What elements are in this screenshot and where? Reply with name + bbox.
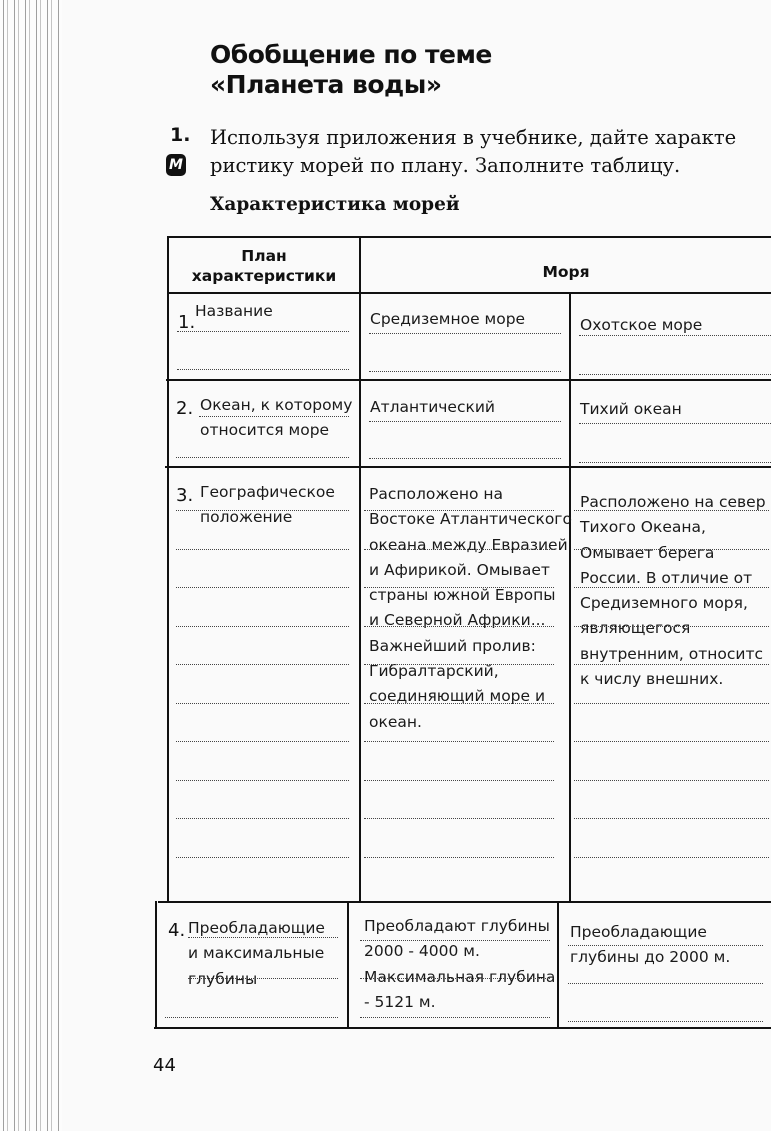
map-badge-icon: М (166, 154, 186, 176)
table-border-left-lower (155, 901, 157, 1029)
answer-line (364, 664, 554, 665)
row-4-sea-2-answer: Преобладающие глубины до 2000 м. (570, 923, 731, 967)
answer-line (574, 664, 769, 665)
answer-line (568, 983, 763, 984)
table-title: Характеристика морей (210, 194, 460, 215)
row-1-sea-1-answer: Средиземное море (370, 310, 526, 328)
answer-line (574, 818, 769, 819)
answer-line (360, 940, 550, 941)
header-seas-cell: Моря (542, 263, 590, 281)
row-2-number: 2. (176, 398, 194, 419)
row-4-label: Преобладающие и максимальные глубины (188, 919, 325, 988)
row-2-sea-1-answer: Атлантический (370, 398, 495, 416)
answer-line (364, 510, 554, 511)
answer-line (177, 369, 349, 370)
answer-line (188, 937, 338, 938)
answer-line (574, 741, 769, 742)
answer-line (369, 371, 561, 372)
row-1-sea-2-answer: Охотское море (580, 316, 703, 334)
header-plan-cell (169, 246, 359, 286)
answer-line (568, 945, 763, 946)
answer-line (364, 741, 554, 742)
answer-line (574, 587, 769, 588)
row-4-sea-1-answer: Преобладают глубины 2000 - 4000 м. Максимальная глубина - 5121 м. (364, 917, 556, 1011)
answer-line (369, 333, 561, 334)
answer-line (574, 549, 769, 550)
answer-line (364, 703, 554, 704)
answer-line (188, 978, 338, 979)
answer-line (176, 818, 349, 819)
header-bottom-line (167, 292, 771, 294)
answer-line (176, 664, 349, 665)
table-border-bottom (154, 1027, 771, 1029)
row-3-number: 3. (176, 485, 194, 506)
answer-line (176, 703, 349, 704)
answer-line (579, 462, 771, 463)
answer-line (199, 416, 349, 417)
answer-line (369, 421, 561, 422)
page-number: 44 (153, 1055, 176, 1076)
answer-line (369, 458, 561, 459)
answer-line (574, 780, 769, 781)
title-line-2: «Планета воды» (210, 70, 442, 99)
plan-column-divider-lower (347, 901, 349, 1029)
row-2-label: Океан, к которому относится море (200, 396, 353, 440)
task-number: 1. (170, 124, 191, 146)
row-2-sea-2-answer: Тихий океан (580, 400, 682, 418)
plan-column-divider (359, 236, 361, 903)
row-3-label: Географическое положение (200, 483, 335, 527)
row-3-bottom-line (158, 901, 771, 903)
title-line-1: Обобщение по теме (210, 40, 492, 69)
answer-line (579, 335, 771, 336)
row-3-sea-2-answer: Расположено на север Тихого Океана, Омывает берега России. В отличие от Средиземного моря, являющегося внутренним, относитс к числу внешних. (580, 493, 766, 689)
seas-column-divider-lower (557, 901, 559, 1029)
answer-line (176, 780, 349, 781)
answer-line (360, 978, 550, 979)
table-border-left (167, 236, 169, 903)
task-line-1: Используя приложения в учебнике, дайте характе (210, 126, 737, 149)
answer-line (165, 1017, 338, 1018)
answer-line (176, 457, 349, 458)
answer-line (176, 857, 349, 858)
answer-line (579, 374, 771, 375)
row-2-bottom-line (165, 466, 771, 468)
answer-line (579, 423, 771, 424)
answer-line (574, 510, 769, 511)
answer-line (574, 703, 769, 704)
table-border-top (169, 236, 771, 238)
row-1-number: 1. (178, 312, 196, 333)
answer-line (176, 549, 349, 550)
answer-line (177, 331, 349, 332)
answer-line (574, 857, 769, 858)
answer-line (360, 1017, 550, 1018)
answer-line (364, 857, 554, 858)
header-plan-line-2: характеристики (191, 267, 337, 285)
answer-line (568, 1021, 763, 1022)
row-1-bottom-line (166, 379, 771, 381)
answer-line (574, 626, 769, 627)
header-plan-line-1: План (241, 247, 287, 265)
task-line-2: ристику морей по плану. Заполните таблицу. (210, 154, 681, 177)
row-4-number: 4. (168, 920, 186, 941)
row-3-sea-1-answer: Расположено на Востоке Атлантического океана между Евразией и Афирикой. Омывает страны южной Европы и Северной Африки... Важнейший пролив: Гибралтарский, соединяющий море и океан. (369, 485, 572, 731)
answer-line (176, 510, 349, 511)
row-1-label: Название (195, 302, 273, 320)
answer-line (176, 626, 349, 627)
answer-line (176, 741, 349, 742)
answer-line (364, 780, 554, 781)
answer-line (364, 626, 554, 627)
answer-line (364, 549, 554, 550)
answer-line (364, 587, 554, 588)
answer-line (176, 587, 349, 588)
answer-line (364, 818, 554, 819)
